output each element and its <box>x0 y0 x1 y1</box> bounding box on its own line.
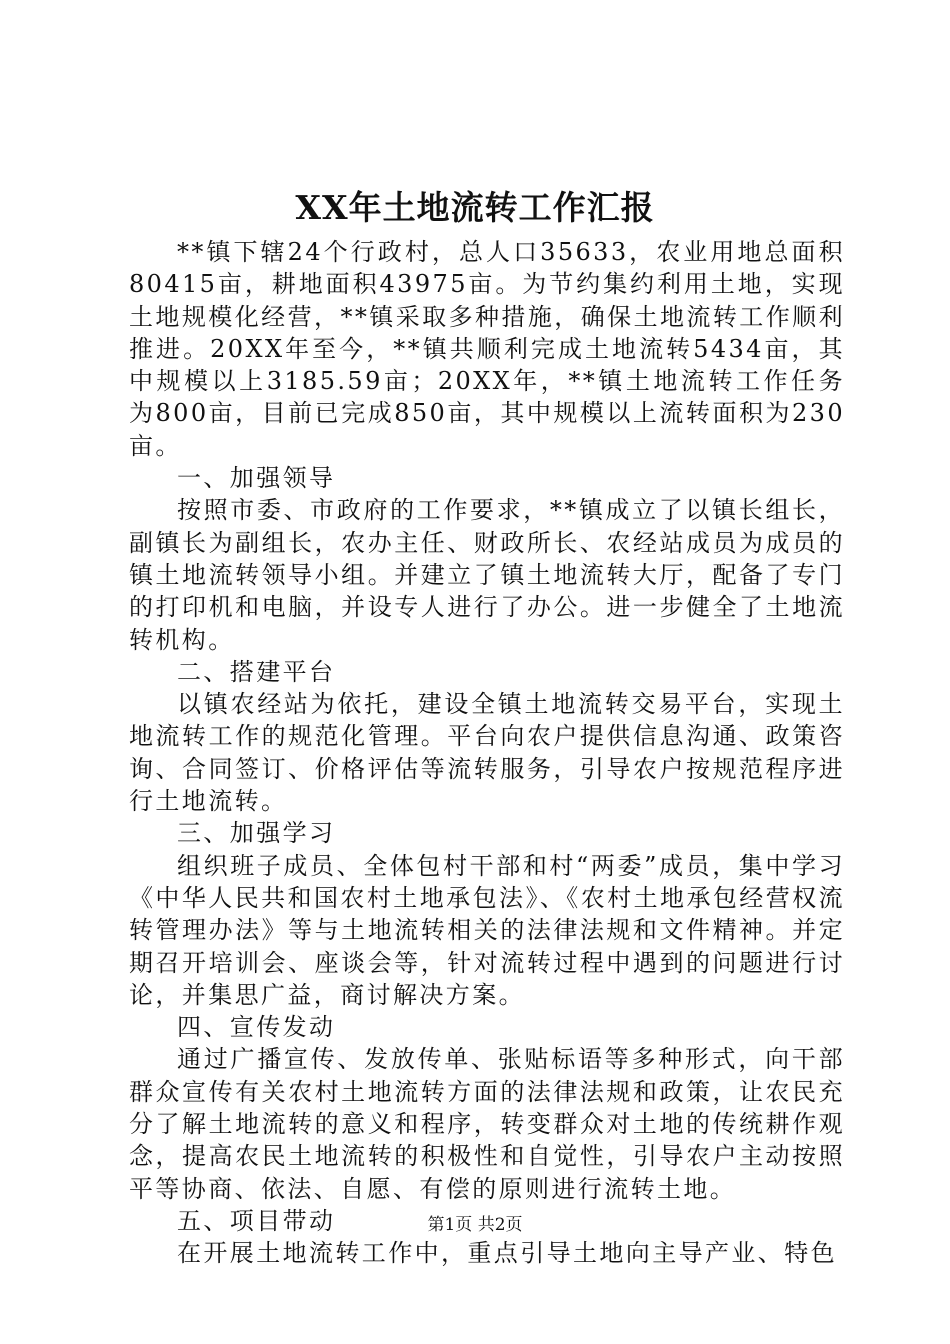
page-number-footer: 第1页 共2页 <box>427 1215 523 1235</box>
section-heading-3: 三、加强学习 <box>177 819 336 848</box>
section-heading-2: 二、搭建平台 <box>177 657 336 686</box>
section-paragraph-4: 通过广播宣传、发放传单、张贴标语等多种形式，向干部群众宣传有关农村土地流转方面的法律法规和政策，让农民充分了解土地流转的意义和程序，转变群众对土地的传统耕作观念，提高农民土地流转的积极性和自觉性，引导农户主动按照平等协商、依法、自愿、有偿的原则进行流转土地。 <box>129 1045 845 1203</box>
section-heading-1: 一、加强领导 <box>177 464 336 493</box>
intro-paragraph: **镇下辖24个行政村，总人口35633，农业用地总面积80415亩，耕地面积43975亩。为节约集约利用土地，实现土地规模化经营，**镇采取多种措施，确保土地流转工作顺利推进。20XX年至今，**镇共顺利完成土地流转5434亩，其中规模以上3185.59亩；20XX年，**镇土地流转工作任务为800亩，目前已完成850亩，其中规模以上流转面积为230亩。 <box>129 238 845 460</box>
section-heading-5: 五、项目带动 <box>177 1206 336 1235</box>
section-paragraph-2: 以镇农经站为依托，建设全镇土地流转交易平台，实现土地流转工作的规范化管理。平台向农户提供信息沟通、政策咨询、合同签订、价格评估等流转服务，引导农户按规范程序进行土地流转。 <box>129 690 845 816</box>
section-heading-4: 四、宣传发动 <box>177 1013 336 1042</box>
section-paragraph-3: 组织班子成员、全体包村干部和村“两委”成员，集中学习《中华人民共和国农村土地承包法》、《农村土地承包经营权流转管理办法》等与土地流转相关的法律法规和文件精神。并定期召开培训会、座谈会等，针对流转过程中遇到的问题进行讨论，并集思广益，商讨解决方案。 <box>129 851 845 1009</box>
section-paragraph-5: 在开展土地流转工作中，重点引导土地向主导产业、特色 <box>177 1239 837 1268</box>
section-paragraph-1: 按照市委、市政府的工作要求，**镇成立了以镇长组长，副镇长为副组长，农办主任、财政所长、农经站成员为成员的镇土地流转领导小组。并建立了镇土地流转大厅，配备了专门的打印机和电脑，并设专人进行了办公。进一步健全了土地流转机构。 <box>129 496 845 654</box>
document-title: XX年土地流转工作汇报 <box>295 188 655 227</box>
document-body <box>129 236 845 1270</box>
